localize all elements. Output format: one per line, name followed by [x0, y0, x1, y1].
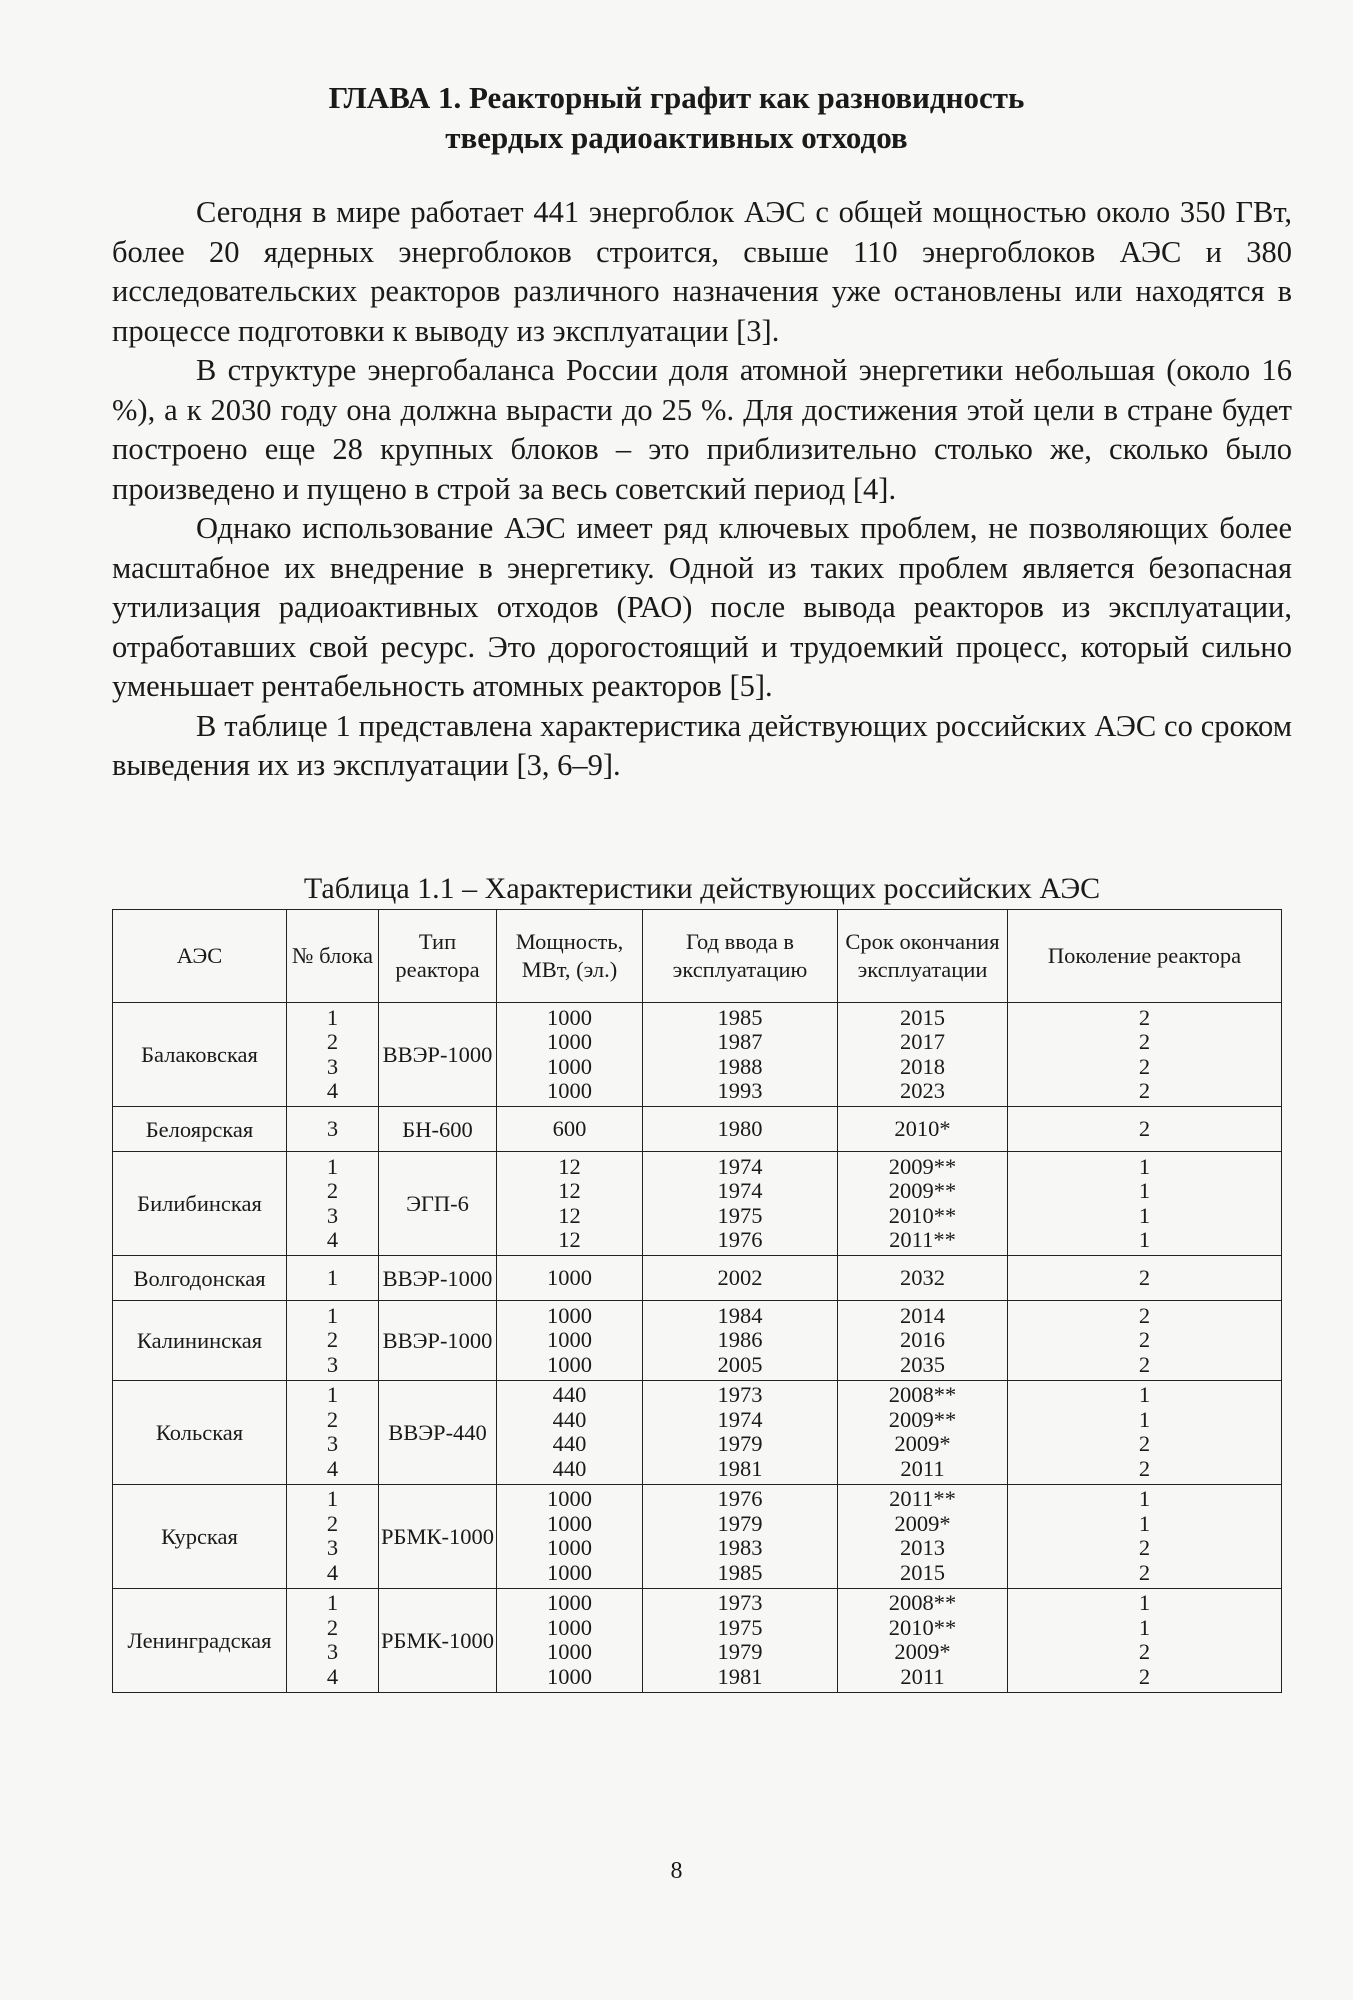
cell-value: 2 — [1138, 1639, 1151, 1664]
cell-start-year — [643, 1152, 838, 1256]
cell-value: 1000 — [547, 1029, 592, 1054]
cell-aes-name: Волгодонская — [113, 1256, 287, 1301]
cell-value: 2 — [1138, 1535, 1151, 1560]
table-row — [113, 1152, 1282, 1256]
cell-value: 1 — [1138, 1227, 1151, 1252]
cell-value: 2035 — [900, 1351, 945, 1377]
cell-value: 3 — [326, 1202, 339, 1228]
cell-value: 1000 — [547, 1351, 592, 1377]
cell-generation — [1008, 1107, 1282, 1152]
cell-aes-name: Балаковская — [113, 1003, 287, 1107]
cell-power — [497, 1152, 643, 1256]
cell-value: 2010** — [888, 1202, 957, 1228]
cell-unit-numbers — [287, 1256, 379, 1301]
cell-value: 1987 — [717, 1029, 763, 1054]
cell-generation — [1008, 1301, 1282, 1381]
cell-unit-numbers — [287, 1380, 379, 1484]
cell-value: 1974 — [717, 1406, 763, 1432]
cell-value: 1000 — [547, 1663, 592, 1689]
cell-value: 2 — [1138, 1431, 1151, 1456]
cell-start-year — [643, 1380, 838, 1484]
cell-value: 2 — [326, 1406, 339, 1432]
cell-value: 1979 — [717, 1639, 763, 1664]
cell-value: 4 — [326, 1227, 339, 1252]
cell-value: 1979 — [717, 1431, 763, 1456]
header-type: Тип реактора — [379, 910, 497, 1003]
cell-start-year — [643, 1003, 838, 1107]
cell-value: 3 — [326, 1535, 339, 1560]
cell-value: 2008** — [888, 1382, 957, 1407]
cell-value: 2 — [1138, 1264, 1151, 1290]
paragraph: В структуре энергобаланса России доля атомной энергетики небольшая (около 16 %), а к 2030 году она должна вырасти до 25 %. Для достижения этой цели в стране будет построено еще 28 крупных блоков – это приблизительно столько же, сколько было произведено и пущено в строй за весь советский период [4]. — [112, 353, 1292, 506]
cell-value: 1981 — [717, 1455, 763, 1481]
cell-aes-name: Курская — [113, 1484, 287, 1588]
cell-value: 1 — [326, 1153, 339, 1179]
cell-aes-name: Белоярская — [113, 1107, 287, 1152]
table-row — [113, 1484, 1282, 1588]
header-end: Срок окончания эксплуатации — [838, 910, 1008, 1003]
cell-reactor-type: ЭГП-6 — [379, 1152, 497, 1256]
cell-reactor-type: РБМК-1000 — [379, 1484, 497, 1588]
cell-value: 1000 — [547, 1614, 592, 1640]
cell-value: 1000 — [547, 1590, 592, 1615]
cell-value: 3 — [326, 1115, 339, 1141]
cell-value: 3 — [326, 1431, 339, 1456]
cell-end-year — [838, 1256, 1008, 1301]
cell-end-year — [838, 1003, 1008, 1107]
cell-value: 2009** — [888, 1178, 957, 1203]
cell-aes-name: Калининская — [113, 1301, 287, 1381]
cell-value: 2011** — [889, 1486, 956, 1511]
cell-value: 2009* — [894, 1639, 951, 1664]
chapter-heading-line-1: ГЛАВА 1. Реакторный графит как разновидность — [328, 80, 1025, 115]
cell-value: 1976 — [717, 1227, 763, 1252]
header-year: Год ввода в эксплуатацию — [643, 910, 838, 1003]
cell-value: 2 — [326, 1178, 339, 1203]
cell-end-year — [838, 1380, 1008, 1484]
body-text — [112, 193, 1292, 786]
cell-value: 1000 — [547, 1004, 592, 1030]
cell-start-year — [643, 1484, 838, 1588]
cell-unit-numbers — [287, 1107, 379, 1152]
cell-value: 3 — [326, 1639, 339, 1664]
paragraph: Сегодня в мире работает 441 энергоблок АЭС с общей мощностью около 350 ГВт, более 20 ядерных энергоблоков строится, свыше 110 энергоблоков АЭС и 380 исследовательских реакторов различного назначения уже остановлены или находятся в процессе подготовки к выводу из эксплуатации [3]. — [112, 195, 1292, 348]
cell-value: 1 — [1138, 1406, 1151, 1432]
cell-value: 3 — [326, 1351, 339, 1377]
cell-value: 1985 — [717, 1559, 763, 1585]
cell-value: 12 — [558, 1202, 581, 1228]
cell-value: 2 — [1138, 1663, 1151, 1689]
cell-power — [497, 1003, 643, 1107]
cell-unit-numbers — [287, 1152, 379, 1256]
cell-value: 440 — [552, 1431, 587, 1456]
cell-start-year — [643, 1301, 838, 1381]
cell-value: 2 — [1138, 1115, 1151, 1141]
cell-value: 1979 — [717, 1510, 763, 1536]
cell-value: 1 — [326, 1264, 339, 1290]
cell-value: 1986 — [717, 1327, 763, 1352]
cell-value: 1000 — [547, 1302, 592, 1328]
table-row — [113, 1003, 1282, 1107]
cell-value: 2018 — [900, 1053, 945, 1079]
cell-power — [497, 1107, 643, 1152]
cell-value: 2009* — [894, 1510, 951, 1536]
cell-value: 1 — [326, 1004, 339, 1030]
cell-value: 440 — [552, 1455, 587, 1481]
cell-power — [497, 1484, 643, 1588]
cell-value: 12 — [558, 1178, 581, 1203]
cell-value: 1981 — [717, 1663, 763, 1689]
header-generation: Поколение реактора — [1008, 910, 1282, 1003]
cell-value: 1993 — [717, 1078, 763, 1103]
cell-aes-name: Кольская — [113, 1380, 287, 1484]
cell-generation — [1008, 1484, 1282, 1588]
cell-value: 2009* — [894, 1431, 951, 1456]
cell-value: 2 — [326, 1510, 339, 1536]
cell-value: 1976 — [717, 1486, 763, 1511]
cell-value: 2 — [1138, 1078, 1151, 1103]
cell-generation — [1008, 1588, 1282, 1692]
cell-power — [497, 1588, 643, 1692]
cell-reactor-type: ВВЭР-440 — [379, 1380, 497, 1484]
cell-power — [497, 1301, 643, 1381]
cell-value: 2 — [326, 1327, 339, 1352]
cell-unit-numbers — [287, 1003, 379, 1107]
table-row — [113, 1107, 1282, 1152]
cell-start-year — [643, 1107, 838, 1152]
cell-power — [497, 1380, 643, 1484]
cell-value: 12 — [558, 1227, 581, 1252]
cell-value: 2 — [1138, 1559, 1151, 1585]
cell-value: 1988 — [717, 1053, 763, 1079]
cell-value: 2 — [326, 1029, 339, 1054]
cell-value: 2011 — [900, 1663, 945, 1689]
cell-reactor-type: ВВЭР-1000 — [379, 1256, 497, 1301]
cell-aes-name: Билибинская — [113, 1152, 287, 1256]
cell-unit-numbers — [287, 1484, 379, 1588]
cell-value: 1 — [1138, 1153, 1151, 1179]
cell-value: 2014 — [900, 1302, 945, 1328]
page-number: 8 — [670, 1858, 683, 1884]
cell-generation — [1008, 1256, 1282, 1301]
cell-value: 4 — [326, 1559, 339, 1585]
cell-value: 2 — [1138, 1029, 1151, 1054]
cell-value: 4 — [326, 1078, 339, 1103]
cell-value: 1000 — [547, 1639, 592, 1664]
npp-table — [112, 909, 1282, 1693]
cell-value: 1983 — [717, 1535, 763, 1560]
table-row — [113, 1256, 1282, 1301]
cell-value: 2011 — [900, 1455, 945, 1481]
cell-value: 1 — [1138, 1178, 1151, 1203]
cell-start-year — [643, 1588, 838, 1692]
cell-value: 2008** — [888, 1590, 957, 1615]
table-caption: Таблица 1.1 – Характеристики действующих российских АЭС — [303, 872, 1101, 905]
cell-value: 1984 — [717, 1302, 763, 1328]
cell-value: 1 — [1138, 1590, 1151, 1615]
cell-value: 1980 — [717, 1115, 763, 1141]
table-body — [113, 1003, 1282, 1693]
cell-value: 2002 — [717, 1264, 763, 1290]
cell-reactor-type: ВВЭР-1000 — [379, 1301, 497, 1381]
cell-value: 2015 — [900, 1559, 945, 1585]
cell-value: 2010** — [888, 1614, 957, 1640]
cell-value: 1974 — [717, 1153, 763, 1179]
cell-value: 1 — [1138, 1614, 1151, 1640]
cell-value: 2 — [1138, 1351, 1151, 1377]
cell-value: 1 — [1138, 1486, 1151, 1511]
cell-value: 3 — [326, 1053, 339, 1079]
cell-generation — [1008, 1003, 1282, 1107]
cell-value: 1985 — [717, 1004, 763, 1030]
cell-value: 1 — [326, 1382, 339, 1407]
cell-reactor-type: БН-600 — [379, 1107, 497, 1152]
cell-value: 1000 — [547, 1327, 592, 1352]
cell-value: 2 — [326, 1614, 339, 1640]
cell-aes-name: Ленинградская — [113, 1588, 287, 1692]
cell-value: 440 — [552, 1406, 587, 1432]
table-row — [113, 1380, 1282, 1484]
cell-generation — [1008, 1152, 1282, 1256]
cell-value: 1000 — [547, 1535, 592, 1560]
cell-reactor-type: ВВЭР-1000 — [379, 1003, 497, 1107]
cell-value: 1975 — [717, 1202, 763, 1228]
cell-end-year — [838, 1588, 1008, 1692]
cell-value: 1000 — [547, 1486, 592, 1511]
cell-value: 2011** — [889, 1227, 956, 1252]
cell-value: 1975 — [717, 1614, 763, 1640]
cell-value: 2009** — [888, 1153, 957, 1179]
cell-unit-numbers — [287, 1588, 379, 1692]
cell-value: 2013 — [900, 1535, 945, 1560]
cell-start-year — [643, 1256, 838, 1301]
table-row — [113, 1301, 1282, 1381]
cell-value: 1974 — [717, 1178, 763, 1203]
cell-value: 1 — [1138, 1382, 1151, 1407]
table-header-row — [113, 910, 1282, 1003]
cell-unit-numbers — [287, 1301, 379, 1381]
cell-value: 2017 — [900, 1029, 945, 1054]
header-aes: АЭС — [113, 910, 287, 1003]
table-row — [113, 1588, 1282, 1692]
cell-value: 2 — [1138, 1004, 1151, 1030]
cell-value: 2032 — [900, 1264, 945, 1290]
cell-generation — [1008, 1380, 1282, 1484]
cell-reactor-type: РБМК-1000 — [379, 1588, 497, 1692]
cell-value: 600 — [552, 1115, 587, 1141]
cell-end-year — [838, 1301, 1008, 1381]
chapter-heading-line-2: твердых радиоактивных отходов — [445, 120, 908, 155]
cell-value: 2 — [1138, 1302, 1151, 1328]
cell-value: 1 — [1138, 1510, 1151, 1536]
cell-value: 2016 — [900, 1327, 945, 1352]
header-unit: № блока — [287, 910, 379, 1003]
cell-value: 440 — [552, 1382, 587, 1407]
cell-value: 1 — [1138, 1202, 1151, 1228]
cell-value: 1000 — [547, 1559, 592, 1585]
paragraph: В таблице 1 представлена характеристика действующих российских АЭС со сроком выведения их из эксплуатации [3, 6–9]. — [112, 708, 1292, 782]
cell-value: 2 — [1138, 1455, 1151, 1481]
chapter-heading — [100, 78, 1253, 158]
cell-power — [497, 1256, 643, 1301]
cell-value: 2 — [1138, 1053, 1151, 1079]
cell-value: 1000 — [547, 1510, 592, 1536]
cell-value: 4 — [326, 1663, 339, 1689]
cell-value: 1973 — [717, 1590, 763, 1615]
cell-end-year — [838, 1107, 1008, 1152]
cell-value: 2023 — [900, 1078, 945, 1103]
cell-value: 1000 — [547, 1053, 592, 1079]
cell-end-year — [838, 1152, 1008, 1256]
cell-value: 4 — [326, 1455, 339, 1481]
cell-value: 1 — [326, 1302, 339, 1328]
cell-value: 1000 — [547, 1264, 592, 1290]
cell-value: 12 — [558, 1153, 581, 1179]
cell-value: 1973 — [717, 1382, 763, 1407]
header-power: Мощность, МВт, (эл.) — [497, 910, 643, 1003]
cell-end-year — [838, 1484, 1008, 1588]
cell-value: 1 — [326, 1590, 339, 1615]
cell-value: 2009** — [888, 1406, 957, 1432]
cell-value: 2010* — [894, 1115, 951, 1141]
cell-value: 1000 — [547, 1078, 592, 1103]
cell-value: 2 — [1138, 1327, 1151, 1352]
cell-value: 2005 — [717, 1351, 763, 1377]
cell-value: 1 — [326, 1486, 339, 1511]
paragraph: Однако использование АЭС имеет ряд ключевых проблем, не позволяющих более масштабное их внедрение в энергетику. Одной из таких проблем является безопасная утилизация радиоактивных отходов (РАО) после вывода реакторов из эксплуатации, отработавших свой ресурс. Это дорогостоящий и трудоемкий процесс, который сильно уменьшает рентабельность атомных реакторов [5]. — [112, 511, 1292, 703]
cell-value: 2015 — [900, 1004, 945, 1030]
